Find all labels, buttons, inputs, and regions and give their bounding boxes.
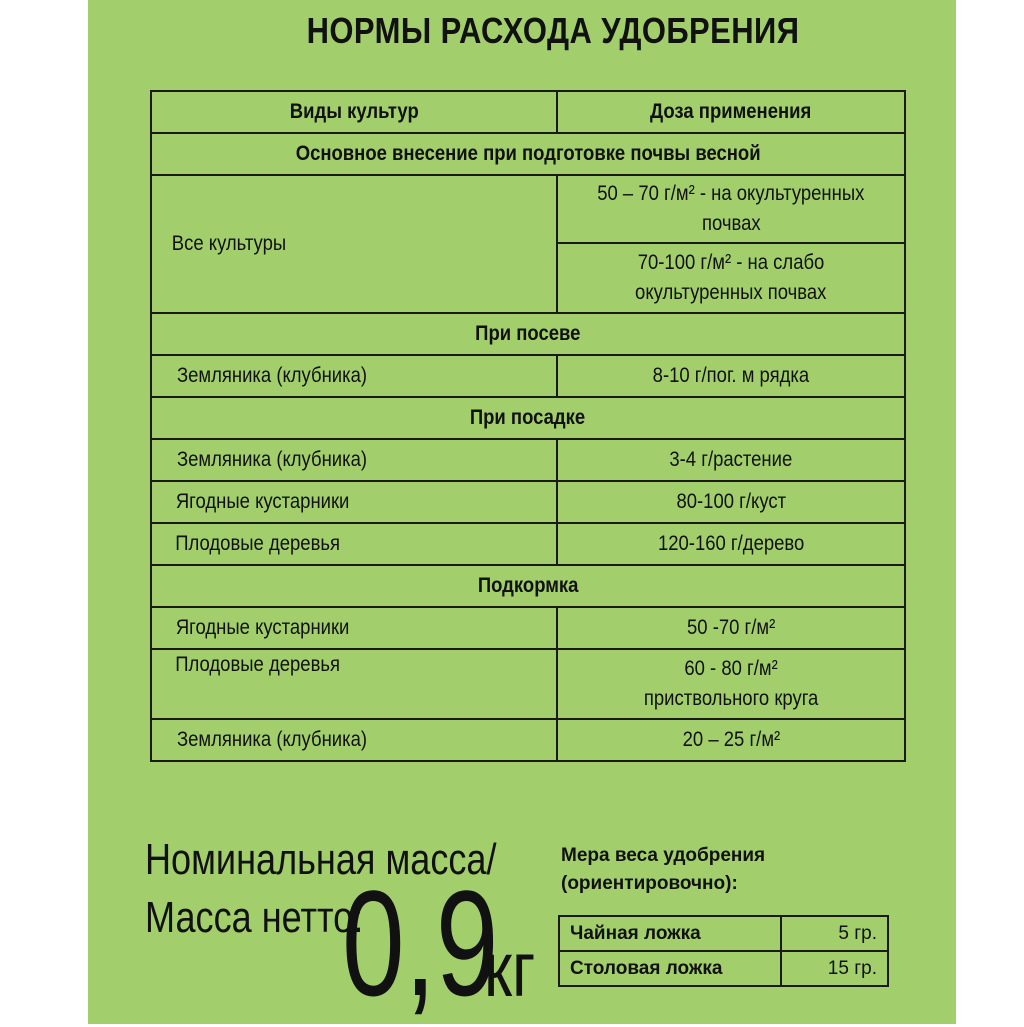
dose-value: 80-100 г/куст [676, 490, 786, 513]
dose-value: приствольного круга [643, 687, 819, 710]
dose-value: 120-160 г/дерево [657, 532, 805, 555]
fertilizer-rates-table [150, 90, 906, 762]
crop-name: Земляника (клубника) [176, 448, 368, 471]
spoon-measure-table [558, 915, 889, 987]
mass-value: 0,9 [342, 859, 499, 1027]
dose-value: 50 – 70 г/м² - на окультуренных [597, 182, 865, 205]
dose-value: 70-100 г/м² - на слабо [637, 251, 825, 274]
header-crop-types: Виды культур [289, 100, 419, 123]
mass-unit: кг [484, 925, 536, 1013]
section-row [151, 133, 905, 175]
dose-value: 60 - 80 г/м² [684, 657, 778, 680]
table-row [559, 916, 888, 951]
section-feeding: Подкормка [477, 574, 579, 597]
crop-name: Плодовые деревья [175, 653, 341, 676]
table-row [151, 439, 905, 481]
net-mass-label: Масса нетто: [145, 893, 364, 942]
section-row [151, 313, 905, 355]
dose-value: окультуренных почвах [635, 281, 827, 304]
table-row [559, 951, 888, 986]
dose-value: 8-10 г/пог. м рядка [652, 364, 810, 387]
table-row [151, 481, 905, 523]
section-row [151, 397, 905, 439]
table-row [151, 719, 905, 761]
measure-title-line1: Мера веса удобрения [561, 845, 766, 866]
crop-name: Ягодные кустарники [175, 616, 350, 639]
section-planting: При посадке [470, 406, 586, 429]
table-row [151, 175, 905, 243]
table-row [151, 523, 905, 565]
spoon-name: Чайная ложка [559, 916, 781, 951]
crop-name: Земляника (клубника) [176, 728, 368, 751]
crop-name: Земляника (клубника) [176, 364, 368, 387]
nominal-mass-label: Номинальная масса/ [145, 835, 497, 884]
dose-value: почвах [701, 212, 761, 235]
crop-name: Ягодные кустарники [175, 490, 350, 513]
page-title: НОРМЫ РАСХОДА УДОБРЕНИЯ [306, 10, 800, 51]
measure-title-line2: (ориентировочно): [561, 873, 738, 894]
measure-title [561, 842, 765, 898]
section-row [151, 565, 905, 607]
section-sowing: При посеве [475, 322, 581, 345]
crop-name: Плодовые деревья [175, 532, 341, 555]
spoon-name: Столовая ложка [559, 951, 781, 986]
dose-value: 3-4 г/растение [669, 448, 793, 471]
dose-value: 20 – 25 г/м² [682, 728, 780, 751]
dose-value: 50 -70 г/м² [686, 616, 776, 639]
spoon-weight: 5 гр. [781, 916, 888, 951]
section-spring-basic: Основное внесение при подготовке почвы весной [295, 142, 761, 165]
table-row [151, 355, 905, 397]
header-dose: Доза применения [650, 100, 812, 123]
table-row [151, 607, 905, 649]
crop-name: Все культуры [171, 232, 287, 255]
spoon-weight: 15 гр. [781, 951, 888, 986]
table-row [151, 649, 905, 719]
table-header-row [151, 91, 905, 133]
